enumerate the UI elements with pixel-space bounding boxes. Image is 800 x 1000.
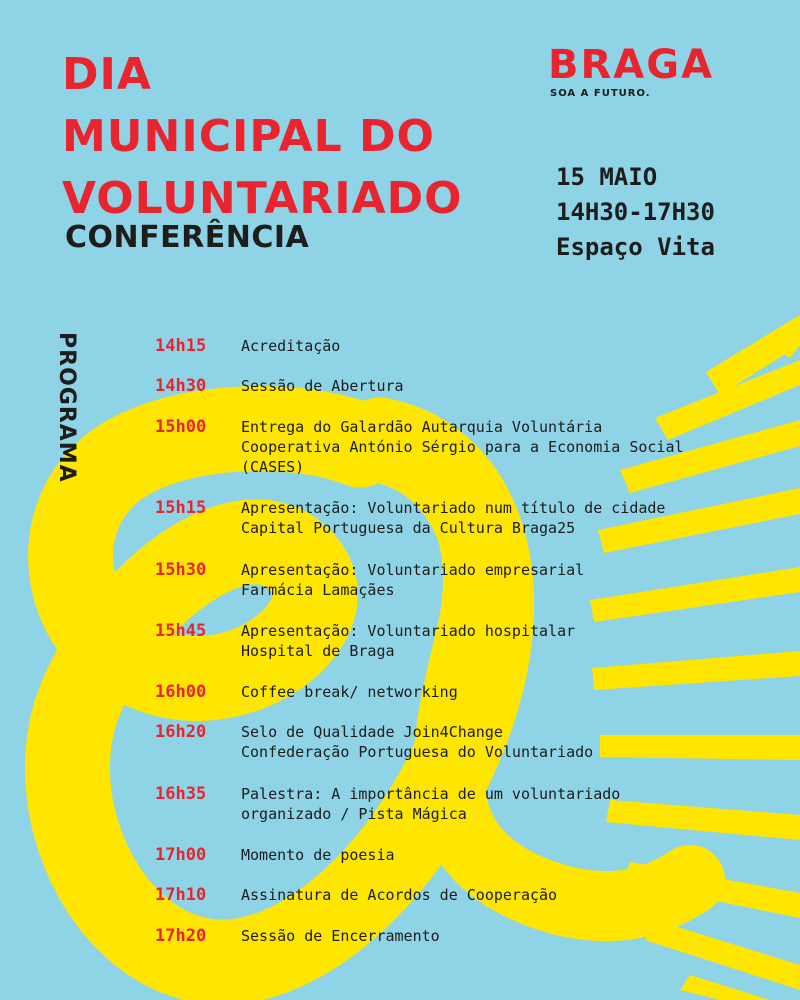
program-desc: Acreditação	[241, 337, 341, 355]
program-desc: Entrega do Galardão Autarquia Voluntária Cooperativa António Sérgio para a Economia Social (CASES)	[241, 418, 684, 476]
program-desc: Assinatura de Acordos de Cooperação	[241, 886, 558, 904]
program-time: 16h00	[155, 682, 207, 702]
event-venue: Espaço Vita	[556, 233, 715, 261]
program-desc: Sessão de Encerramento	[241, 927, 440, 945]
title-line: DIA	[62, 49, 152, 100]
program-desc: Coffee break/ networking	[241, 683, 458, 701]
program-desc: Selo de Qualidade Join4Change Confederação Portuguesa do Voluntariado	[241, 723, 594, 761]
program-desc: Apresentação: Voluntariado num título de cidade Capital Portuguesa da Cultura Braga25	[241, 499, 666, 537]
event-subtitle: CONFERÊNCIA	[65, 220, 310, 255]
program-desc: Sessão de Abertura	[241, 377, 404, 395]
program-time: 17h20	[155, 926, 207, 946]
program-time: 17h10	[155, 885, 207, 905]
event-title	[62, 44, 463, 230]
braga-logo: BRAGA	[548, 42, 715, 88]
title-line: VOLUNTARIADO	[62, 173, 463, 224]
event-time: 14H30-17H30	[556, 198, 715, 226]
title-line: MUNICIPAL DO	[62, 111, 435, 162]
program-time: 16h35	[155, 784, 207, 804]
program-label: PROGRAMA	[54, 332, 79, 483]
program-time: 15h30	[155, 560, 207, 580]
program-time: 15h45	[155, 621, 207, 641]
program-desc: Momento de poesia	[241, 846, 395, 864]
program-desc: Palestra: A importância de um voluntariado organizado / Pista Mágica	[241, 785, 621, 823]
program-desc: Apresentação: Voluntariado hospitalar Hospital de Braga	[241, 622, 576, 660]
program-time: 15h00	[155, 417, 207, 437]
program-desc: Apresentação: Voluntariado empresarial Farmácia Lamaçães	[241, 561, 585, 599]
event-info	[556, 160, 715, 265]
program-time: 14h30	[155, 376, 207, 396]
program-time: 17h00	[155, 845, 207, 865]
brand-tagline: SOA A FUTURO.	[550, 88, 651, 99]
program-time: 15h15	[155, 498, 207, 518]
event-date: 15 MAIO	[556, 163, 658, 191]
program-time: 16h20	[155, 722, 207, 742]
program-time: 14h15	[155, 336, 207, 356]
